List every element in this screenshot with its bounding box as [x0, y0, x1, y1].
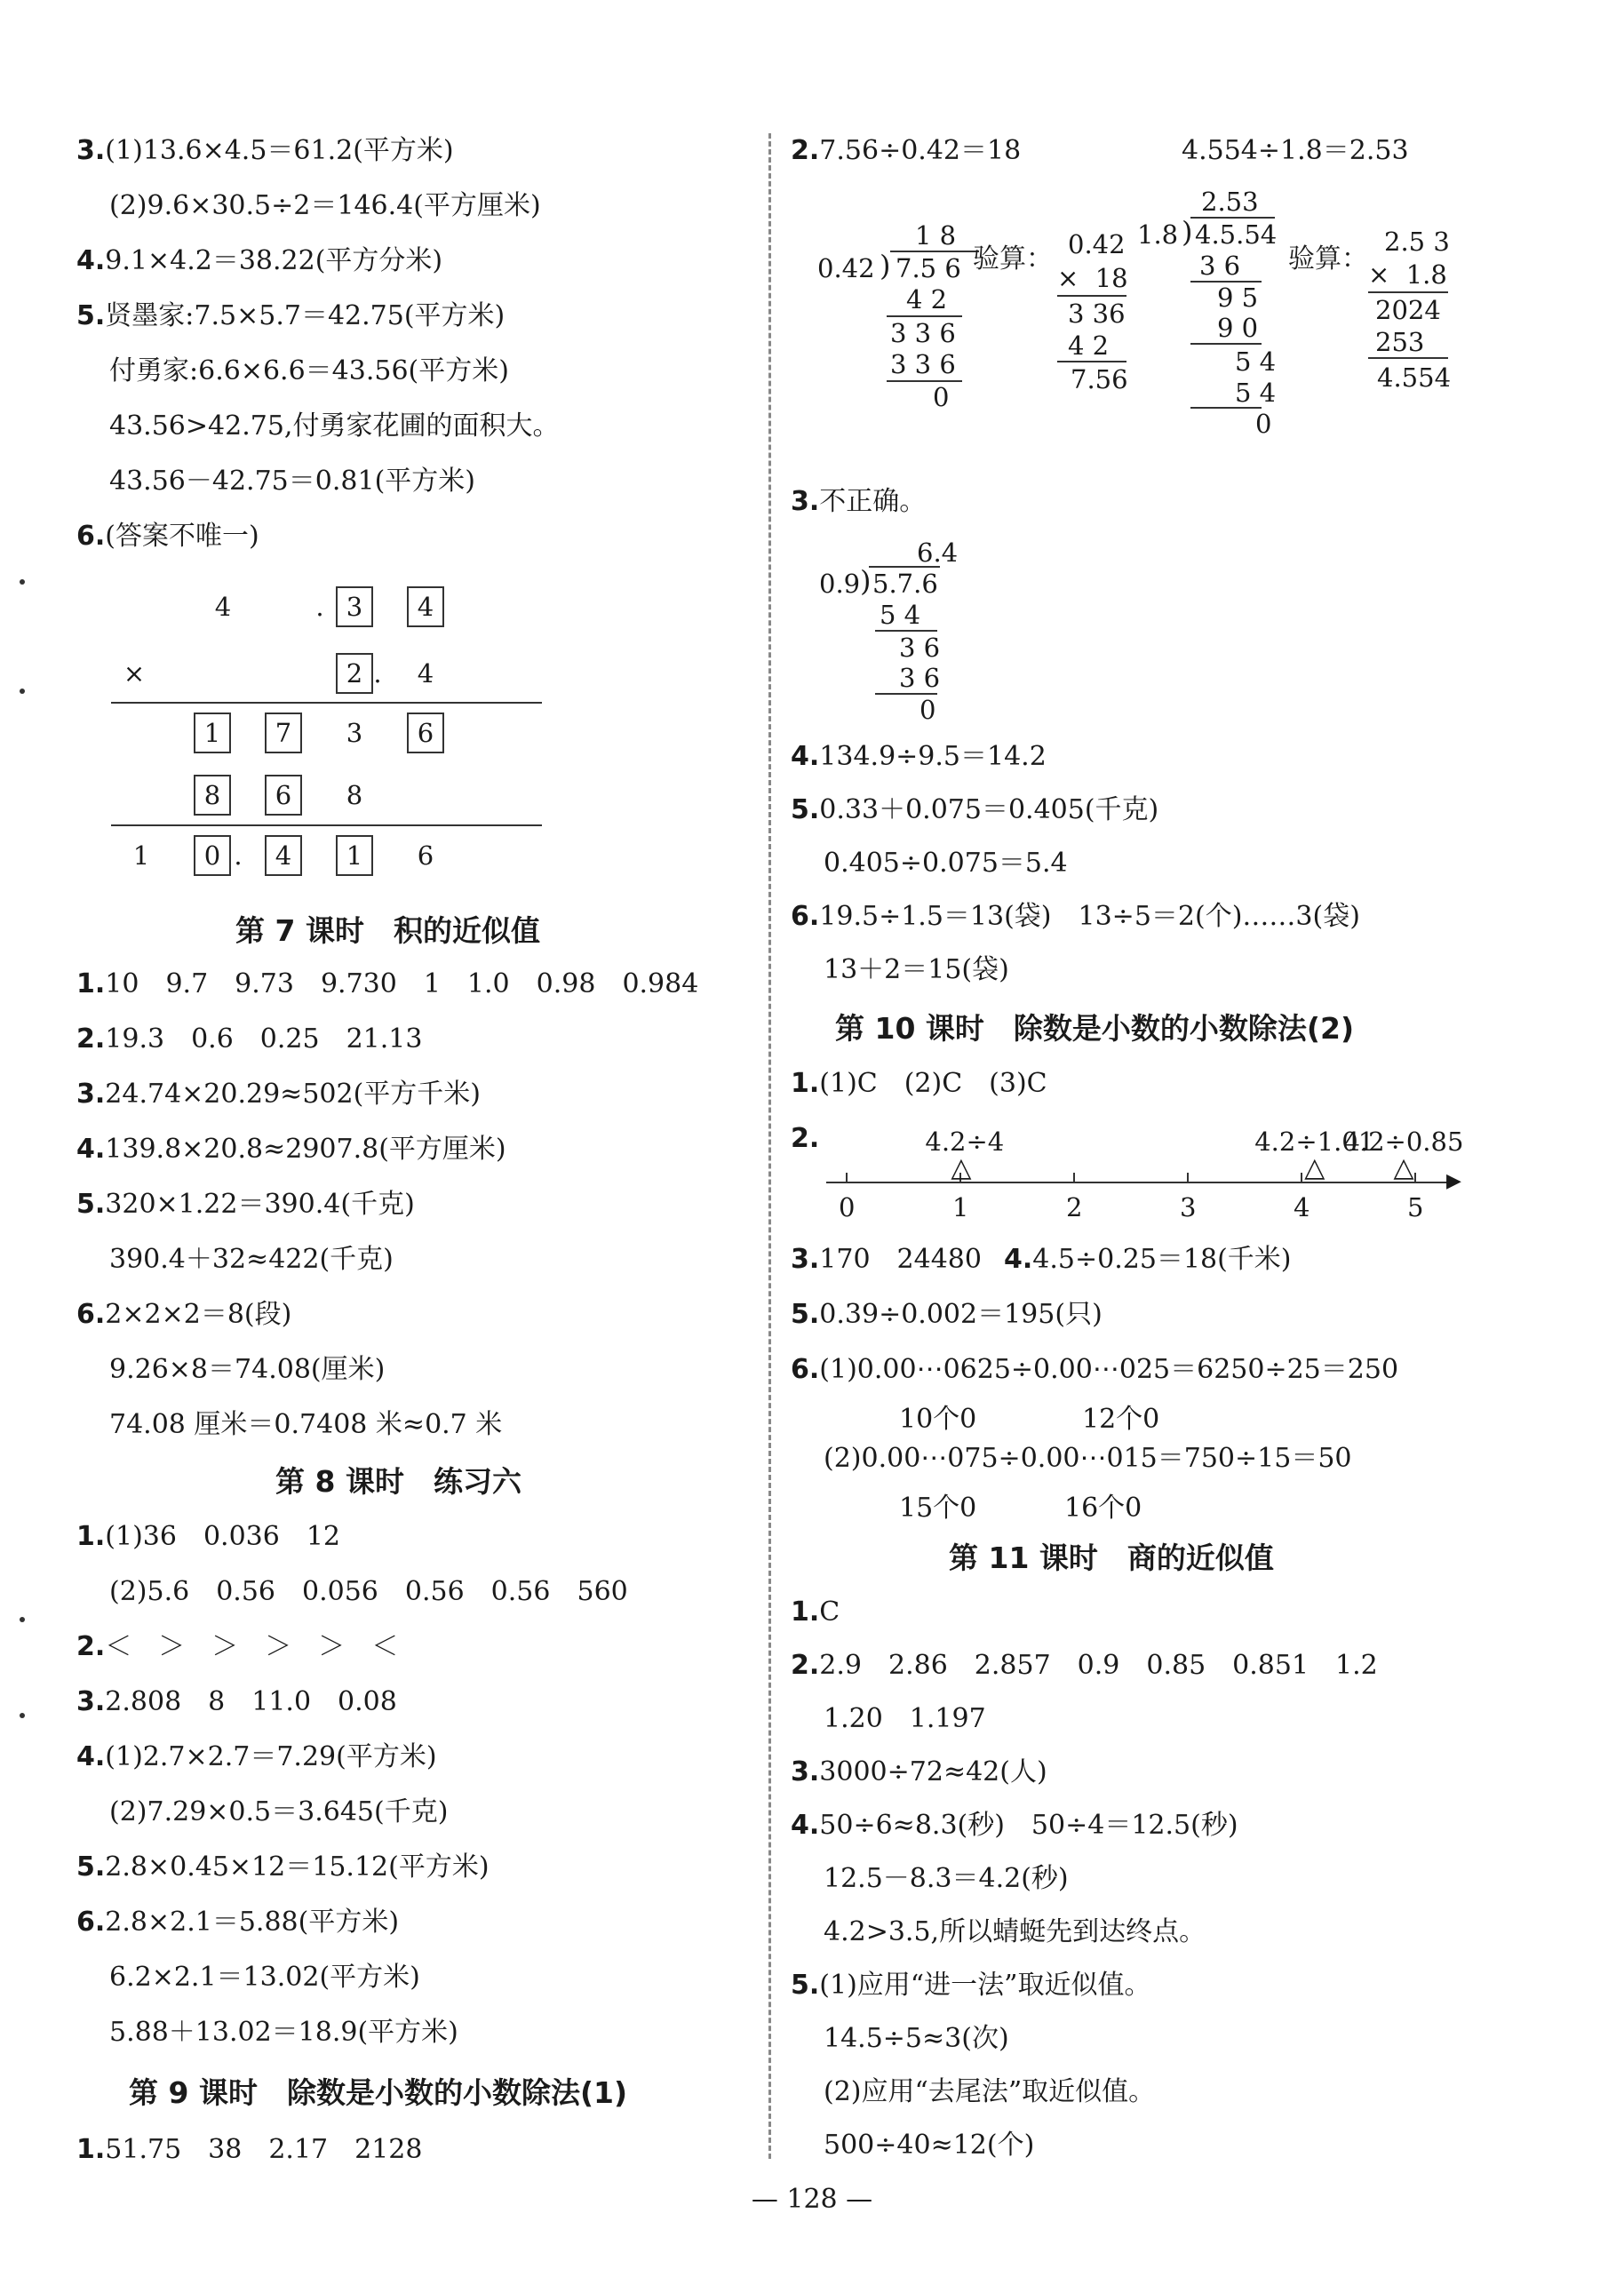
answer-line [76, 1519, 340, 1555]
tick-label: 5 [1407, 1192, 1424, 1222]
answer-line [791, 1915, 1206, 1950]
binding-dot [20, 689, 25, 694]
divisor: 1.8 [1137, 219, 1179, 250]
digit-box: 6 [265, 775, 302, 816]
decimal-point: . [234, 840, 243, 871]
tick-label: 3 [1180, 1192, 1197, 1222]
answer-text: 4.554÷1.8＝2.53 [1182, 135, 1409, 166]
bracket: ) [1182, 215, 1193, 249]
digit-box: 0 [194, 835, 231, 876]
answer-text: 付勇家:6.6×6.6＝43.56(平方米) [109, 355, 509, 386]
digit-box: 1 [194, 713, 231, 753]
triangle-marker: △ [1393, 1152, 1414, 1183]
answer-text: (2)9.6×30.5÷2＝146.4(平方厘米) [109, 190, 541, 221]
answer-text: 139.8×20.8≈2907.8(平方厘米) [105, 1134, 506, 1165]
question-number: 1. [791, 1068, 820, 1099]
decimal-point: . [315, 592, 324, 622]
quotient: 2.53 [1201, 187, 1259, 217]
tick-mark [1414, 1173, 1416, 1182]
lesson-title: 第 9 课时 除数是小数的小数除法(1) [129, 2075, 628, 2110]
answer-line [76, 1022, 422, 1057]
answer-text: 10 9.7 9.73 9.730 1 1.0 0.98 0.984 [105, 968, 699, 999]
answer-line [791, 1755, 1047, 1790]
question-number: 3. [791, 486, 820, 517]
question-number: 3. [791, 1756, 820, 1787]
answer-line [791, 133, 1021, 169]
answer-text: 14.5÷5≈3(次) [824, 2023, 1009, 2054]
bracket: ) [880, 249, 891, 283]
digit-box: 7 [265, 713, 302, 753]
rule-line [111, 824, 542, 826]
answer-text: 1.20 1.197 [824, 1703, 986, 1734]
rule-line [887, 380, 962, 382]
answer-line [791, 1968, 1150, 2003]
answer-line [76, 409, 559, 444]
answer-line [76, 243, 442, 279]
binding-dot [20, 579, 25, 585]
answer-line [76, 1297, 291, 1333]
digit-box: 2 [336, 653, 373, 694]
rule-line [887, 315, 962, 317]
answer-line [791, 2074, 1155, 2110]
digit: 4 [417, 658, 434, 689]
answer-text: 19.5÷1.5＝13(袋) 13÷5＝2(个)……3(袋) [819, 901, 1360, 932]
rule-line [111, 702, 542, 704]
zero-count: 10个0 [899, 1404, 977, 1435]
partial-product: 3 36 [1068, 299, 1126, 329]
page-number: — 128 — [751, 2184, 873, 2215]
answer-line [791, 1352, 1398, 1388]
answer-text: 170 24480 [819, 1244, 982, 1275]
answer-text: (2)应用“去尾法”取近似值。 [824, 2076, 1156, 2107]
question-number: 5. [76, 1189, 106, 1220]
partial-product: 253 [1375, 327, 1425, 357]
tick-mark [1187, 1173, 1189, 1182]
digit: 3 [346, 718, 363, 748]
digit: 8 [346, 780, 363, 810]
answer-text: (答案不唯一) [105, 521, 259, 552]
marker-label: 4.2÷4 [925, 1127, 1005, 1157]
question-number: 2. [791, 135, 820, 166]
marker-label: 4.2÷1.01 [1254, 1127, 1375, 1157]
answer-line [791, 484, 926, 520]
partial-product: 4 2 [1068, 330, 1110, 361]
question-number: 1. [791, 1596, 820, 1628]
quotient: 1 8 [915, 220, 957, 251]
subtrahend: 3 6 [899, 663, 941, 693]
tick-label: 4 [1294, 1192, 1310, 1222]
digit-box: 4 [265, 835, 302, 876]
answer-line [791, 1595, 840, 1630]
answer-line [791, 1648, 1378, 1684]
digit-box: 8 [194, 775, 231, 816]
answer-line [76, 354, 509, 389]
question-number: 6. [791, 901, 820, 932]
answer-text: (1)2.7×2.7＝7.29(平方米) [105, 1741, 437, 1772]
answer-line [76, 299, 505, 334]
answer-line [76, 1795, 448, 1830]
answer-line [76, 1574, 628, 1610]
answer-text: (2)7.29×0.5＝3.645(千克) [109, 1796, 449, 1827]
answer-line [791, 739, 1047, 775]
question-number: 4. [791, 1810, 820, 1841]
answer-text: C [819, 1596, 840, 1628]
answer-text: ＜ ＞ ＞ ＞ ＞ ＜ [105, 1631, 399, 1662]
answer-text: (1)0.00⋯0625÷0.00⋯025＝6250÷25＝250 [819, 1354, 1399, 1385]
divisor: 0.42 [817, 253, 875, 283]
digit-box: 6 [407, 713, 444, 753]
answer-line [76, 1187, 415, 1222]
answer-text: 500÷40≈12(个) [824, 2130, 1035, 2161]
question-number: 6. [76, 1907, 106, 1938]
tick-label: 0 [839, 1192, 856, 1222]
triangle-marker: △ [951, 1152, 972, 1183]
question-number: 4. [76, 245, 106, 276]
answer-text: 320×1.22＝390.4(千克) [105, 1189, 415, 1220]
partial-product: 2024 [1375, 295, 1441, 325]
answer-text: 6.2×2.1＝13.02(平方米) [109, 1962, 420, 1993]
answer-text: 43.56－42.75＝0.81(平方米) [109, 466, 475, 497]
answer-text: 2.8×2.1＝5.88(平方米) [105, 1907, 400, 1938]
answer-line [76, 1077, 481, 1112]
question-number: 1. [76, 2134, 106, 2165]
answer-line [76, 1960, 420, 1995]
answer-line [791, 846, 1068, 881]
rule-line [1368, 357, 1448, 359]
product: 7.56 [1071, 364, 1128, 394]
answer-text: 134.9÷9.5＝14.2 [819, 741, 1047, 772]
zero-count: 16个0 [1064, 1493, 1142, 1524]
tick-mark [846, 1173, 848, 1182]
remainder: 3 6 [899, 633, 941, 663]
question-number: 5. [791, 794, 820, 825]
digit: 6 [417, 840, 434, 871]
answer-line [76, 1407, 502, 1443]
question-number: 6. [76, 521, 106, 552]
question-number: 2. [76, 1023, 106, 1055]
answer-text: 2.9 2.86 2.857 0.9 0.85 0.851 1.2 [819, 1650, 1378, 1681]
rule-line [1368, 291, 1448, 293]
lesson-title: 第 10 课时 除数是小数的小数除法(2) [835, 1011, 1355, 1046]
lesson-title: 第 7 课时 积的近似值 [235, 913, 540, 948]
question-number: 3. [76, 135, 106, 166]
triangle-marker: △ [1304, 1152, 1325, 1183]
remainder: 5 4 [1235, 346, 1277, 377]
answer-line [76, 1629, 398, 1665]
answer-text: 390.4＋32≈422(千克) [109, 1244, 394, 1275]
answer-text: (2)0.00⋯075÷0.00⋯015＝750÷15＝50 [824, 1443, 1352, 1474]
answer-line [791, 1066, 1047, 1102]
subtrahend: 5 4 [1235, 378, 1277, 408]
answer-line [76, 1132, 506, 1167]
bracket: ) [860, 564, 872, 598]
answer-text: (1)C (2)C (3)C [819, 1068, 1047, 1099]
answer-line [791, 1242, 982, 1278]
question-number: 2. [791, 1650, 820, 1681]
subtrahend: 9 0 [1217, 313, 1259, 343]
rule-line [1057, 295, 1126, 297]
question-number: 5. [76, 1851, 106, 1883]
answer-line [76, 1684, 397, 1720]
question-number: 4. [1004, 1244, 1033, 1275]
answer-line [791, 1861, 1069, 1897]
question-number: 1. [76, 968, 106, 999]
answer-line [791, 1701, 986, 1737]
factor: × 1.8 [1368, 259, 1447, 290]
digit: 4 [214, 592, 232, 622]
tick-mark [1301, 1173, 1302, 1182]
answer-text: 0.39÷0.002＝195(只) [819, 1299, 1103, 1330]
question-number: 5. [791, 1299, 820, 1330]
answer-line [791, 792, 1158, 828]
rule-line [1057, 361, 1126, 362]
answer-text: 0.405÷0.075＝5.4 [824, 848, 1068, 879]
answer-text: 51.75 38 2.17 2128 [105, 2134, 423, 2165]
zero-count: 12个0 [1082, 1404, 1160, 1435]
rule-line [1190, 343, 1262, 345]
question-number: 4. [76, 1741, 106, 1772]
column-divider [768, 133, 771, 2159]
binding-dot [20, 1713, 25, 1718]
answer-line [791, 1297, 1103, 1333]
marker-label: 4.2÷0.85 [1343, 1127, 1464, 1157]
rule-line [826, 1182, 1448, 1183]
answer-line [76, 188, 541, 224]
tick-mark [1073, 1173, 1075, 1182]
answer-text: 50÷6≈8.3(秒) 50÷4＝12.5(秒) [819, 1810, 1238, 1841]
dividend: 7.5 6 [896, 253, 961, 283]
binding-dot [20, 1617, 25, 1622]
answer-text: 12.5－8.3＝4.2(秒) [824, 1863, 1069, 1894]
answer-text: 2.8×0.45×12＝15.12(平方米) [105, 1851, 490, 1883]
remainder: 0 [933, 382, 950, 412]
question-number: 1. [76, 1521, 106, 1552]
answer-line [76, 2015, 458, 2050]
answer-line [791, 1441, 1352, 1477]
subtrahend: 5 4 [880, 600, 921, 630]
lesson-title: 第 8 课时 练习六 [275, 1464, 521, 1499]
answer-line [791, 952, 1009, 988]
tick-label: 2 [1066, 1192, 1083, 1222]
answer-line [76, 1242, 394, 1278]
answer-text: 19.3 0.6 0.25 21.13 [105, 1023, 423, 1055]
digit-box: 4 [407, 586, 444, 627]
question-number: 2. [791, 1123, 820, 1154]
answer-text: (1)13.6×4.5＝61.2(平方米) [105, 135, 454, 166]
answer-line [76, 1905, 399, 1940]
question-number: 6. [76, 1299, 106, 1330]
answer-text: 4.2>3.5,所以蜻蜓先到达终点。 [824, 1916, 1206, 1947]
answer-line [76, 519, 259, 554]
answer-text: 9.1×4.2＝38.22(平方分米) [105, 245, 443, 276]
answer-text: 9.26×8＝74.08(厘米) [109, 1354, 386, 1385]
remainder: 0 [919, 695, 936, 725]
divisor: 0.9 [819, 569, 861, 599]
question-number: 6. [791, 1354, 820, 1385]
quotient: 6.4 [917, 537, 959, 568]
rule-line [890, 251, 979, 252]
remainder: 0 [1255, 409, 1272, 439]
answer-line [791, 1121, 819, 1157]
question-number: 4. [76, 1134, 106, 1165]
factor: 2.5 3 [1384, 227, 1450, 257]
dividend: 4.5.54 [1195, 219, 1278, 250]
remainder: 3 3 6 [890, 318, 956, 348]
answer-line [1004, 1242, 1292, 1278]
remainder: 9 5 [1217, 283, 1259, 313]
question-number: 4. [791, 741, 820, 772]
answer-line [76, 967, 698, 1002]
answer-text: 5.88＋13.02＝18.9(平方米) [109, 2017, 458, 2048]
tick-label: 1 [952, 1192, 969, 1222]
check-label: 验算： [1288, 243, 1368, 275]
answer-text: 7.56÷0.42＝18 [819, 135, 1022, 166]
answer-text: (2)5.6 0.56 0.056 0.56 0.56 560 [109, 1576, 628, 1607]
answer-line [76, 133, 454, 169]
answer-line [791, 1808, 1238, 1843]
answer-line [791, 2021, 1009, 2057]
answer-text: (1)36 0.036 12 [105, 1521, 341, 1552]
answer-text: 4.5÷0.25＝18(千米) [1032, 1244, 1292, 1275]
rule-line [869, 566, 940, 568]
answer-line [76, 2132, 422, 2168]
question-number: 3. [791, 1244, 820, 1275]
answer-text: 13＋2＝15(袋) [824, 954, 1009, 985]
rule-line [1190, 217, 1275, 219]
subtrahend: 3 6 [1199, 251, 1241, 281]
rule-line [1190, 407, 1262, 409]
answer-text: 74.08 厘米＝0.7408 米≈0.7 米 [109, 1409, 503, 1440]
answer-text: 43.56>42.75,付勇家花圃的面积大。 [109, 410, 560, 442]
question-number: 3. [76, 1079, 106, 1110]
subtrahend: 4 2 [906, 284, 948, 314]
answer-line [76, 1740, 437, 1775]
dividend: 5.7.6 [872, 569, 938, 599]
answer-line [791, 2128, 1034, 2163]
answer-text: 2.808 8 11.0 0.08 [105, 1686, 397, 1717]
product: 4.554 [1377, 362, 1452, 393]
answer-text: 贤墨家:7.5×5.7＝42.75(平方米) [105, 300, 506, 331]
check-label: 验算： [973, 243, 1053, 275]
answer-text: 3000÷72≈42(人) [819, 1756, 1047, 1787]
answer-text: 2×2×2＝8(段) [105, 1299, 292, 1330]
digit: 1 [132, 840, 150, 871]
answer-line [76, 464, 475, 499]
decimal-point: . [373, 658, 382, 689]
question-number: 5. [76, 300, 106, 331]
answer-text: 不正确。 [819, 486, 927, 517]
digit-box: 1 [336, 835, 373, 876]
subtrahend: 3 3 6 [890, 349, 956, 379]
answer-text: 24.74×20.29≈502(平方千米) [105, 1079, 481, 1110]
factor: 0.42 [1068, 229, 1126, 259]
answer-line [76, 1850, 490, 1885]
question-number: 3. [76, 1686, 106, 1717]
answer-text: 0.33＋0.075＝0.405(千克) [819, 794, 1159, 825]
rule-line [875, 630, 937, 632]
answer-line [76, 1352, 385, 1388]
answer-line [791, 899, 1360, 935]
question-number: 2. [76, 1631, 106, 1662]
lesson-title: 第 11 课时 商的近似值 [949, 1541, 1274, 1575]
times-sign: × [123, 658, 146, 689]
zero-count: 15个0 [899, 1493, 977, 1524]
factor: × 18 [1057, 263, 1128, 293]
answer-text: (1)应用“进一法”取近似值。 [819, 1970, 1151, 2001]
digit-box: 3 [336, 586, 373, 627]
question-number: 5. [791, 1970, 820, 2001]
arrow-head: ▶ [1446, 1170, 1461, 1192]
